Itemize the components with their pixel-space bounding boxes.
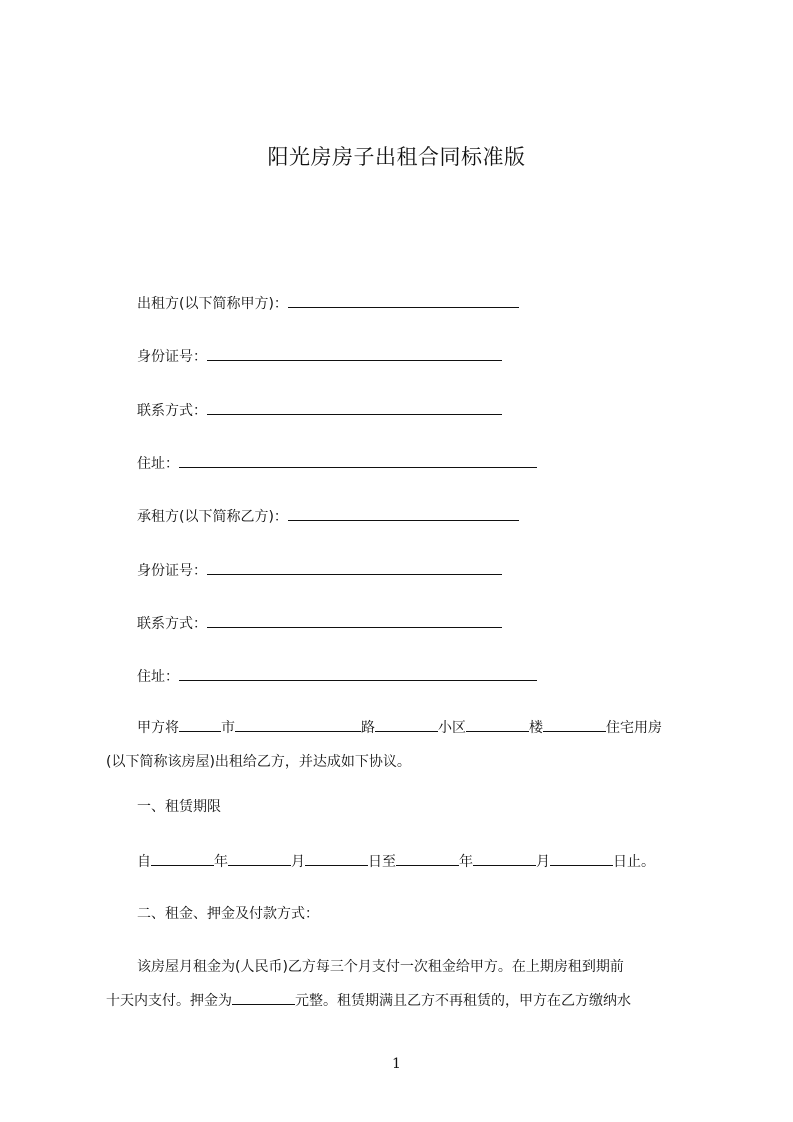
intro-line-2: (以下简称该房屋)出租给乙方，并达成如下协议。 xyxy=(106,754,411,770)
lessee-address-blank xyxy=(179,665,537,681)
term-start-month-blank xyxy=(228,850,291,866)
term-start-year-blank xyxy=(151,850,214,866)
lessee-id-label: 身份证号： xyxy=(137,563,207,579)
term-from: 自 xyxy=(137,854,151,870)
rent-line-1 xyxy=(106,950,706,984)
term-month-2: 月 xyxy=(536,854,550,870)
lessor-contact-label: 联系方式： xyxy=(137,403,207,419)
lessor-id-row xyxy=(137,345,502,367)
lessee-name-blank xyxy=(288,505,519,521)
intro-city-blank xyxy=(235,716,361,732)
lessor-contact-row xyxy=(137,399,502,421)
lessor-name-label: 出租方(以下简称甲方)： xyxy=(137,296,288,312)
deposit-text: 十天内支付。押金为 xyxy=(106,993,232,1009)
term-month: 月 xyxy=(291,854,305,870)
lessor-name-blank xyxy=(288,292,519,308)
document-title: 阳光房房子出租合同标准版 xyxy=(267,145,526,169)
page-number: 1 xyxy=(392,1056,401,1072)
rent-paragraph xyxy=(106,950,706,1018)
lessor-contact-blank xyxy=(207,399,502,415)
term-year: 年 xyxy=(214,854,228,870)
term-day-end: 日止。 xyxy=(613,854,655,870)
rent-line-1-text: 该房屋月租金为(人民币)乙方每三个月支付一次租金给甲方。在上期房租到期前 xyxy=(137,959,624,975)
lessee-contact-row xyxy=(137,612,502,634)
term-year-2: 年 xyxy=(459,854,473,870)
intro-paragraph xyxy=(106,711,706,779)
lessee-contact-label: 联系方式： xyxy=(137,616,207,632)
lessee-name-label: 承租方(以下简称乙方)： xyxy=(137,509,288,525)
intro-blank xyxy=(179,716,221,732)
lessee-id-row xyxy=(137,559,502,581)
term-end-month-blank xyxy=(473,850,536,866)
intro-use: 住宅用房 xyxy=(606,720,662,736)
lessee-address-label: 住址： xyxy=(137,669,179,685)
section1-heading: 一、租赁期限 xyxy=(137,799,221,815)
term-start-day-blank xyxy=(305,850,368,866)
intro-line-1 xyxy=(106,711,706,745)
lessee-address-row xyxy=(137,665,537,687)
term-end-day-blank xyxy=(550,850,613,866)
intro-text: 甲方将 xyxy=(137,720,179,736)
lessor-address-label: 住址： xyxy=(137,456,179,472)
intro-building: 楼 xyxy=(529,720,543,736)
intro-community: 小区 xyxy=(438,720,466,736)
lessor-id-blank xyxy=(207,345,502,361)
intro-road: 路 xyxy=(361,720,375,736)
term-day-to: 日至 xyxy=(368,854,396,870)
deposit-text-2: 元整。租赁期满且乙方不再租赁的，甲方在乙方缴纳水 xyxy=(295,993,631,1009)
lessee-id-blank xyxy=(207,559,502,575)
lessee-contact-blank xyxy=(207,612,502,628)
lessor-name-row xyxy=(137,292,519,314)
lessee-name-row xyxy=(137,505,519,527)
lessor-address-blank xyxy=(179,452,537,468)
intro-city: 市 xyxy=(221,720,235,736)
intro-building-blank xyxy=(543,716,606,732)
lessor-id-label: 身份证号： xyxy=(137,349,207,365)
term-end-year-blank xyxy=(396,850,459,866)
section2-heading: 二、租金、押金及付款方式： xyxy=(137,906,319,922)
intro-road-blank xyxy=(375,716,438,732)
rent-line-2 xyxy=(106,984,706,1018)
intro-community-blank xyxy=(466,716,529,732)
lessor-address-row xyxy=(137,452,537,474)
lease-term-row xyxy=(137,850,655,872)
deposit-blank xyxy=(232,989,295,1005)
